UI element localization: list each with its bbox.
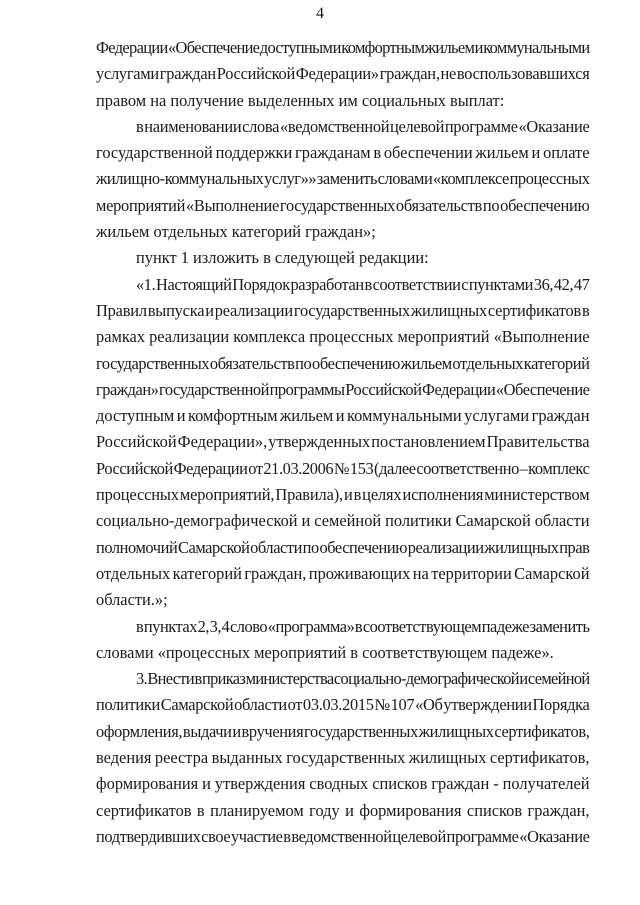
page-number: 4 xyxy=(316,5,324,22)
document-body xyxy=(96,35,590,850)
text-line: мероприятий «Выполнение государственных обязательств по обеспечению xyxy=(96,195,590,215)
text-line: в наименовании слова «ведомственной целевой программе «Оказание xyxy=(136,116,590,136)
text-line: жильем отдельных категорий граждан»; xyxy=(96,222,376,242)
text-line: полномочий Самарской области по обеспечению реализации жилищных прав xyxy=(96,537,590,557)
text-line: социально-демографической и семейной политики Самарской области xyxy=(96,511,590,531)
text-line: подтвердивших свое участие в ведомственной целевой программе «Оказание xyxy=(96,826,590,846)
paragraph xyxy=(96,666,590,850)
text-line: отдельных категорий граждан, проживающих на территории Самарской xyxy=(96,563,590,583)
text-line: пункт 1 изложить в следующей редакции: xyxy=(136,248,429,268)
text-line: услугами граждан Российской Федерации» граждан, не воспользовавшихся xyxy=(96,64,590,84)
paragraph xyxy=(96,272,590,614)
text-line: 3. Внести в приказ министерства социально-демографической и семейной xyxy=(136,669,590,689)
text-line: Федерации «Обеспечение доступным и комфортным жильем и коммунальными xyxy=(96,38,590,57)
text-line: в пунктах 2, 3, 4 слово «программа» в соответствующем падеже заменить xyxy=(136,616,590,636)
text-line: граждан» государственной программы Российской Федерации «Обеспечение xyxy=(96,379,590,399)
text-line: «1. Настоящий Порядок разработан в соответствии с пунктами 36, 42, 47 xyxy=(136,274,590,294)
paragraph xyxy=(96,614,590,667)
text-line: государственной поддержки гражданам в обеспечении жильем и оплате xyxy=(96,143,590,163)
text-line: Российской Федерации», утвержденных постановлением Правительства xyxy=(96,432,590,452)
text-line: правом на получение выделенных им социальных выплат: xyxy=(96,90,505,110)
paragraph xyxy=(96,114,590,245)
text-line: Российской Федерации от 21.03.2006 № 153 (далее соответственно – комплекс xyxy=(96,458,590,478)
text-line: государственных обязательств по обеспечению жильем отдельных категорий xyxy=(96,353,590,373)
text-line: области.»; xyxy=(96,590,168,610)
text-line: рамках реализации комплекса процессных мероприятий «Выполнение xyxy=(96,327,590,347)
text-line: сертификатов в планируемом году и формирования списков граждан, xyxy=(96,800,590,820)
text-line: процессных мероприятий, Правила), и в целях исполнения министерством xyxy=(96,485,590,505)
text-line: формирования и утверждения сводных списков граждан - получателей xyxy=(96,774,590,794)
paragraph xyxy=(96,245,590,271)
text-line: словами «процессных мероприятий в соответствующем падеже». xyxy=(96,642,554,662)
text-line: Правил выпуска и реализации государственных жилищных сертификатов в xyxy=(96,300,590,320)
text-line: оформления, выдачи и вручения государственных жилищных сертификатов, xyxy=(96,721,590,741)
text-line: доступным и комфортным жильем и коммунальными услугами граждан xyxy=(96,406,590,426)
paragraph xyxy=(96,35,590,114)
text-line: жилищно-коммунальных услуг»» заменить словами «комплексе процессных xyxy=(96,169,590,189)
text-line: ведения реестра выданных государственных жилищных сертификатов, xyxy=(96,748,590,768)
text-line: политики Самарской области от 03.03.2015 № 107 «Об утверждении Порядка xyxy=(96,695,590,715)
